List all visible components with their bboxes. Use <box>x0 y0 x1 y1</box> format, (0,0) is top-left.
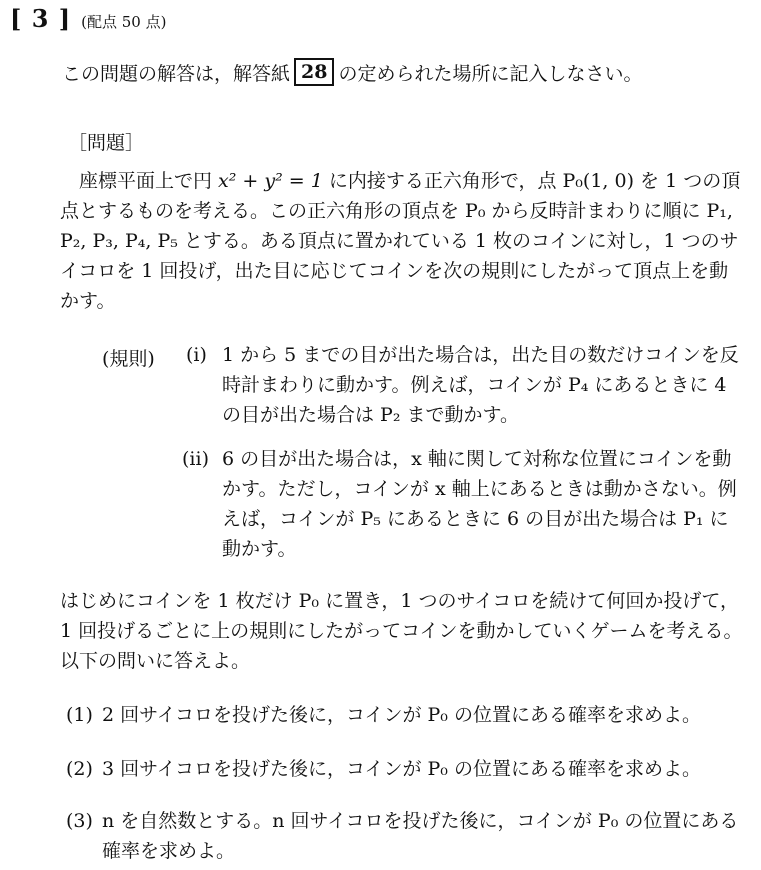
game-setup <box>60 586 743 676</box>
intro-line4: イコロを 1 回投げ，出た目に応じてコインを次の規則にしたがって頂点上を動 <box>60 260 729 282</box>
circle-equation: x² + y² = 1 <box>218 170 323 192</box>
answer-instruction <box>62 58 642 86</box>
question-number: [ 3 ] <box>10 4 72 33</box>
rule-1-tag: (i) <box>186 344 207 366</box>
question-2 <box>66 754 701 784</box>
question-1-text: 2 回サイコロを投げた後に，コインが P₀ の位置にある確率を求めよ。 <box>102 704 701 726</box>
setup-line3: 以下の問いに答えよ。 <box>60 650 251 672</box>
intro-line2: 点とするものを考える。この正六角形の頂点を P₀ から反時計まわりに順に P₁, <box>60 200 733 222</box>
rule-2-line2: かす。ただし，コインが x 軸上にあるときは動かさない。例 <box>222 478 737 500</box>
rule-1-line3: の目が出た場合は P₂ まで動かす。 <box>222 404 519 426</box>
answer-sheet-number-box: 28 <box>294 58 334 86</box>
setup-line2: 1 回投げるごとに上の規則にしたがってコインを動かしていくゲームを考える。 <box>60 620 743 642</box>
instruction-text-after: の定められた場所に記入しなさい。 <box>338 62 643 85</box>
rule-1 <box>186 340 739 430</box>
question-1 <box>66 700 701 730</box>
problem-intro <box>60 166 740 316</box>
intro-line5: かす。 <box>60 290 116 312</box>
setup-line1: はじめにコインを 1 枚だけ P₀ に置き，1 つのサイコロを続けて何回か投げて， <box>60 590 739 612</box>
rule-2 <box>182 444 737 564</box>
rule-2-line4: 動かす。 <box>222 538 297 560</box>
intro-line1-a: 座標平面上で円 <box>79 170 219 192</box>
problem-heading: ［問題］ <box>68 132 145 154</box>
question-2-tag: (2) <box>66 758 93 780</box>
rule-2-line1: 6 の目が出た場合は，x 軸に関して対称な位置にコインを動 <box>222 448 732 470</box>
rule-2-line3: えば，コインが P₅ にあるときに 6 の目が出た場合は P₁ に <box>222 508 729 530</box>
instruction-text-before: この問題の解答は，解答紙 <box>62 62 291 85</box>
question-2-text: 3 回サイコロを投げた後に，コインが P₀ の位置にある確率を求めよ。 <box>102 758 701 780</box>
rule-2-tag: (ii) <box>182 448 209 470</box>
rules-label: (規則) <box>102 348 155 370</box>
question-1-tag: (1) <box>66 704 93 726</box>
intro-line3: P₂, P₃, P₄, P₅ とする。ある頂点に置かれている 1 枚のコインに対し，1 つのサ <box>60 230 739 252</box>
question-3-line2: 確率を求めよ。 <box>102 840 236 862</box>
question-3 <box>66 806 738 866</box>
question-3-line1: n を自然数とする。n 回サイコロを投げた後に，コインが P₀ の位置にある <box>102 810 739 832</box>
rule-1-line1: 1 から 5 までの目が出た場合は，出た目の数だけコインを反 <box>222 344 739 366</box>
rule-1-line2: 時計まわりに動かす。例えば，コインが P₄ にあるときに 4 <box>222 374 727 396</box>
question-3-tag: (3) <box>66 810 93 832</box>
question-header <box>10 4 166 36</box>
intro-line1-b: に内接する正六角形で，点 P₀(1, 0) を 1 つの頂 <box>322 170 741 192</box>
points-label: (配点 50 点) <box>81 13 167 31</box>
